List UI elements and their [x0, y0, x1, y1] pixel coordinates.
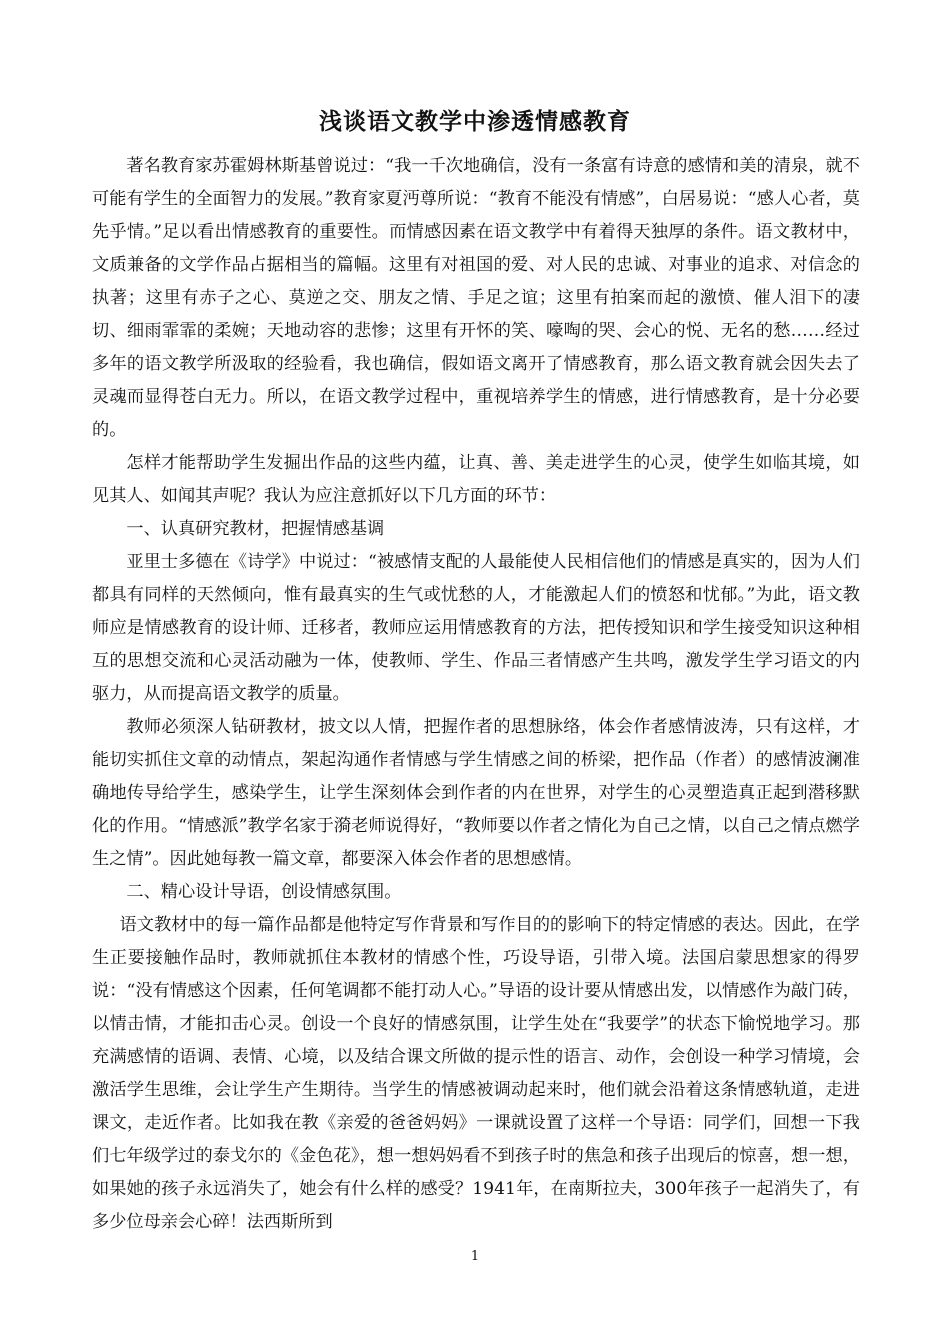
document-title: 浅谈语文教学中渗透情感教育 — [319, 108, 631, 135]
paragraph-question: 怎样才能帮助学生发掘出作品的这些内蕴，让真、善、美走进学生的心灵，使学生如临其境，如见其人、如闻其声呢？我认为应注意抓好以下几方面的环节： — [92, 453, 860, 506]
paragraph-aristotle: 亚里士多德在《诗学》中说过：“被感情支配的人最能使人民相信他们的情感是真实的，因为人们都具有同样的天然倾向，惟有最真实的生气或忧愁的人，才能激起人们的愤怒和忧郁。”为此，语文教师应是情感教育的设计师、迁移者，教师应运用情感教育的方法，把传授知识和学生接受知识这种相互的思想交流和心灵活动融为一体，使教师、学生、作品三者情感产生共鸣，激发学生学习语文的内驱力，从而提高语文教学的质量。 — [92, 552, 860, 704]
paragraph-introduction-design: 语文教材中的每一篇作品都是他特定写作背景和写作目的的影响下的特定情感的表达。因此，在学生正要接触作品时，教师就抓住本教材的情感个性，巧设导语，引带入境。法国启蒙思想家的得罗说：“没有情感这个因素，任何笔调都不能打动人心。”导语的设计要从情感出发，以情感作为敲门砖，以情击情，才能扣击心灵。创设一个良好的情感氛围，让学生处在“我要学”的状态下愉悦地学习。那充满感情的语调、表情、心境，以及结合课文所做的提示性的语言、动作，会创设一种学习情境，会激活学生思维，会让学生产生期待。当学生的情感被调动起来时，他们就会沿着这条情感轨道，走进课文，走近作者。比如我在教《亲爱的爸爸妈妈》一课就设置了这样一个导语：同学们，回想一下我们七年级学过的泰戈尔的《金色花》，想一想妈妈看不到孩子时的焦急和孩子出现后的惊喜，想一想，如果她的孩子永远消失了，她会有什么样的感受？1941年，在南斯拉夫，300年孩子一起消失了，有多少位母亲会心碎！法西斯所到 — [92, 915, 860, 1232]
paragraph-teacher-study: 教师必须深人钻研教材，披文以人情，把握作者的思想脉络，体会作者感情波涛，只有这样，才能切实抓住文章的动情点，架起沟通作者情感与学生情感之间的桥梁，把作品（作者）的感情波澜准确地传导给学生，感染学生，让学生深刻体会到作者的内在世界，对学生的心灵塑造真正起到潜移默化的作用。“情感派”教学名家于漪老师说得好，“教师要以作者之情化为自己之情，以自己之情点燃学生之情”。因此她每教一篇文章，都要深入体会作者的思想感情。 — [92, 717, 860, 869]
paragraph-intro: 著名教育家苏霍姆林斯基曾说过：“我一千次地确信，没有一条富有诗意的感情和美的清泉，就不可能有学生的全面智力的发展。”教育家夏沔尊所说：“教育不能没有情感”，白居易说：“感人心者，莫先乎情。”足以看出情感教育的重要性。而情感因素在语文教学中有着得天独厚的条件。语文教材中，文质兼备的文学作品占据相当的篇幅。这里有对祖国的爱、对人民的忠诚、对事业的追求、对信念的执著；这里有赤子之心、莫逆之交、朋友之情、手足之谊；这里有拍案而起的激愤、催人泪下的凄切、细雨霏霏的柔婉；天地动容的悲惨；这里有开怀的笑、嚎啕的哭、会心的悦、无名的愁……经过多年的语文教学所汲取的经验看，我也确信，假如语文离开了情感教育，那么语文教育就会因失去了灵魂而显得苍白无力。所以，在语文教学过程中，重视培养学生的情感，进行情感教育，是十分必要的。 — [92, 156, 860, 440]
section-heading-2: 二、精心设计导语，创设情感氛围。 — [126, 882, 402, 902]
document-body — [92, 150, 860, 1239]
section-heading-1: 一、认真研究教材，把握情感基调 — [126, 519, 385, 539]
page-number: 1 — [470, 1249, 480, 1264]
